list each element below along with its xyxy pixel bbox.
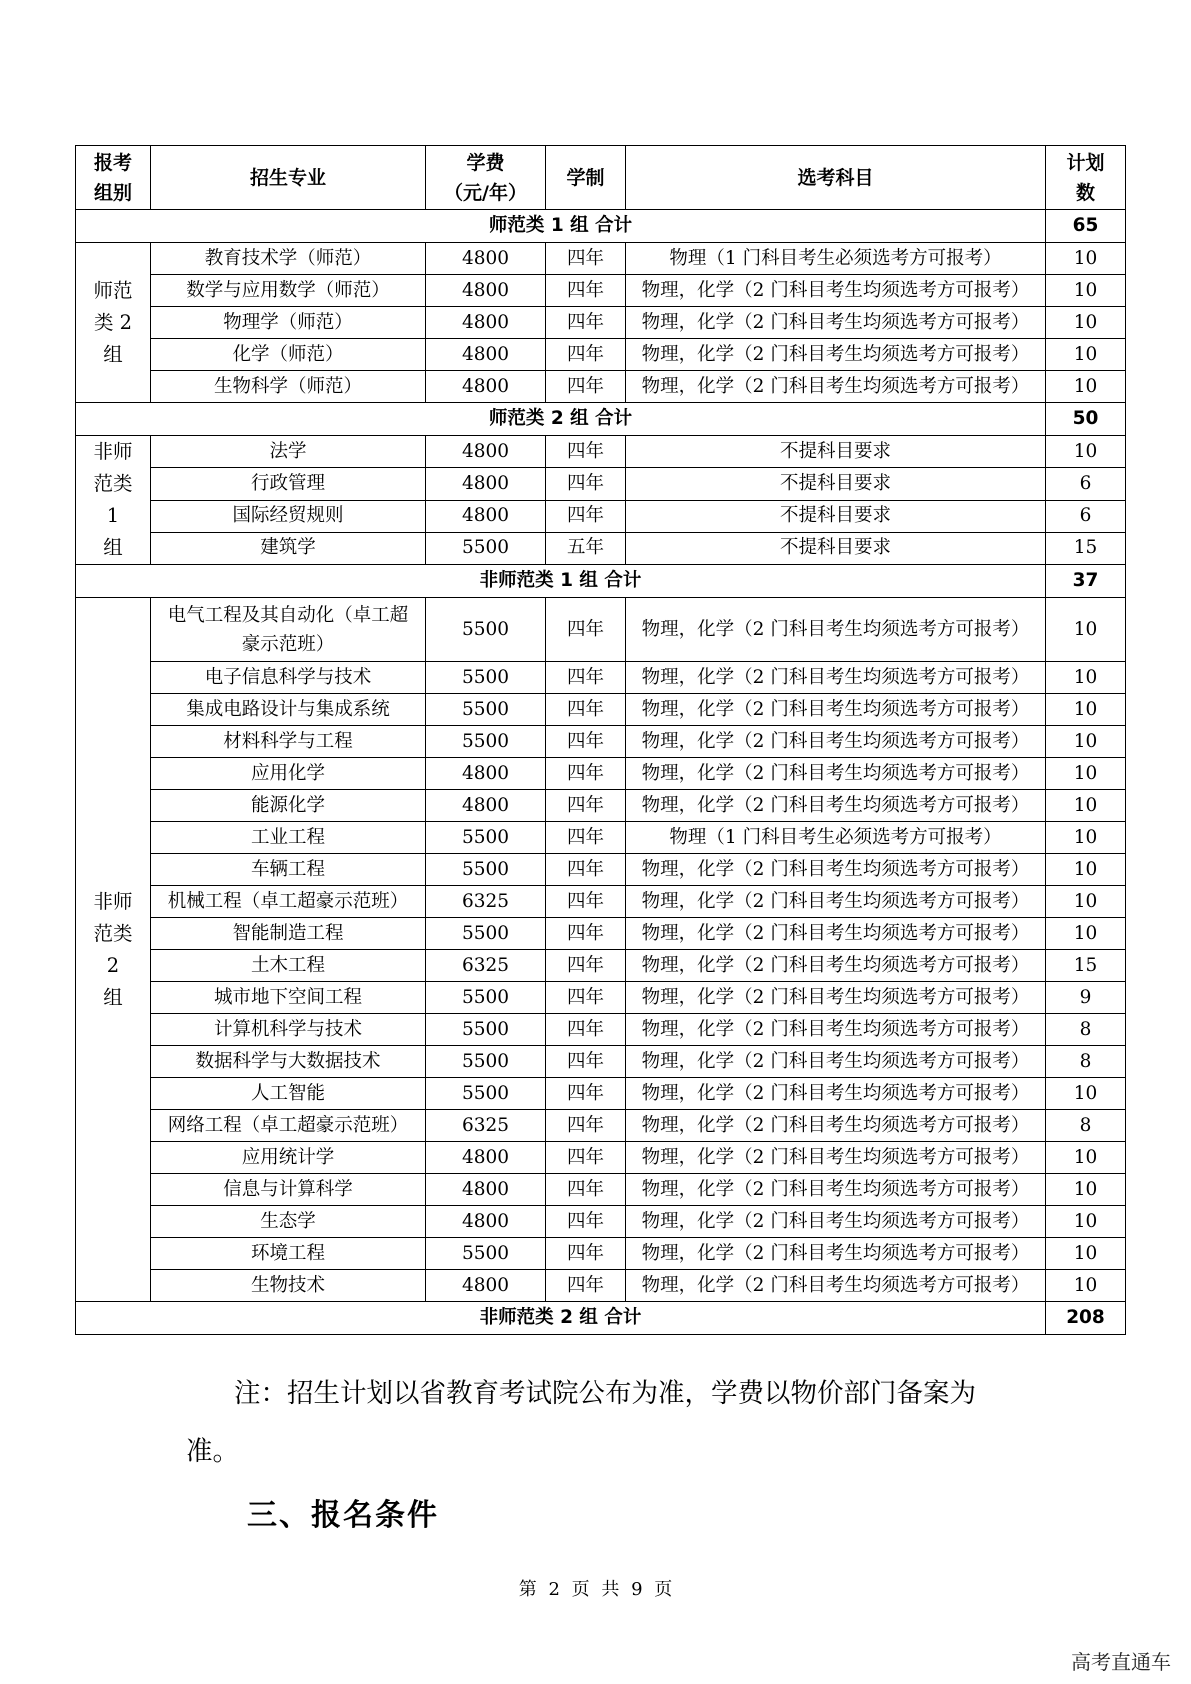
cell-major: 教育技术学（师范） <box>151 243 426 275</box>
cell-tuition: 5500 <box>426 598 546 662</box>
cell-subjects: 物理，化学（2 门科目考生均须选考方可报考） <box>626 339 1046 371</box>
cell-major: 法学 <box>151 436 426 468</box>
cell-subjects: 物理，化学（2 门科目考生均须选考方可报考） <box>626 1014 1046 1046</box>
cell-subjects: 物理，化学（2 门科目考生均须选考方可报考） <box>626 1110 1046 1142</box>
cell-duration: 四年 <box>546 822 626 854</box>
cell-plan: 10 <box>1046 275 1126 307</box>
cell-plan: 8 <box>1046 1110 1126 1142</box>
cell-subjects: 物理，化学（2 门科目考生均须选考方可报考） <box>626 918 1046 950</box>
cell-major: 机械工程（卓工超豪示范班） <box>151 886 426 918</box>
cell-tuition: 5500 <box>426 1078 546 1110</box>
cell-plan: 9 <box>1046 982 1126 1014</box>
subtotal-label: 非师范类 1 组 合计 <box>76 565 1046 598</box>
table-row <box>76 468 1126 500</box>
cell-plan: 10 <box>1046 1174 1126 1206</box>
group-label-line: 范类 1 <box>93 472 133 527</box>
cell-plan: 10 <box>1046 1142 1126 1174</box>
cell-major: 土木工程 <box>151 950 426 982</box>
group-label-line: 范类 2 <box>93 921 133 977</box>
table-row <box>76 1206 1126 1238</box>
group-label <box>76 243 151 403</box>
cell-plan: 10 <box>1046 886 1126 918</box>
table-row <box>76 950 1126 982</box>
cell-plan: 10 <box>1046 854 1126 886</box>
table-row <box>76 1270 1126 1302</box>
header-duration: 学制 <box>546 146 626 210</box>
admission-plan-table <box>75 145 1126 1335</box>
cell-major: 国际经贸规则 <box>151 500 426 532</box>
cell-major: 电气工程及其自动化（卓工超豪示范班） <box>151 598 426 662</box>
cell-plan: 10 <box>1046 918 1126 950</box>
cell-tuition: 4800 <box>426 1142 546 1174</box>
table-row <box>76 532 1126 564</box>
cell-tuition: 5500 <box>426 1046 546 1078</box>
cell-subjects: 物理，化学（2 门科目考生均须选考方可报考） <box>626 726 1046 758</box>
cell-subjects: 物理，化学（2 门科目考生均须选考方可报考） <box>626 662 1046 694</box>
cell-major: 工业工程 <box>151 822 426 854</box>
table-row <box>76 1238 1126 1270</box>
cell-tuition: 4800 <box>426 243 546 275</box>
cell-duration: 四年 <box>546 500 626 532</box>
footer-page-label: 第 <box>518 1579 537 1600</box>
cell-tuition: 4800 <box>426 436 546 468</box>
cell-subjects: 物理，化学（2 门科目考生均须选考方可报考） <box>626 1046 1046 1078</box>
cell-plan: 10 <box>1046 1078 1126 1110</box>
table-row <box>76 694 1126 726</box>
cell-duration: 四年 <box>546 726 626 758</box>
cell-subjects: 物理，化学（2 门科目考生均须选考方可报考） <box>626 950 1046 982</box>
cell-duration: 四年 <box>546 1142 626 1174</box>
cell-duration: 四年 <box>546 1174 626 1206</box>
cell-subjects: 物理（1 门科目考生必须选考方可报考） <box>626 822 1046 854</box>
subtotal-count: 50 <box>1046 403 1126 436</box>
cell-tuition: 4800 <box>426 1174 546 1206</box>
header-subjects: 选考科目 <box>626 146 1046 210</box>
cell-major: 应用化学 <box>151 758 426 790</box>
cell-duration: 四年 <box>546 790 626 822</box>
cell-duration: 四年 <box>546 1078 626 1110</box>
header-tuition-line2: （元/年） <box>444 181 527 204</box>
cell-subjects: 物理，化学（2 门科目考生均须选考方可报考） <box>626 1078 1046 1110</box>
cell-plan: 10 <box>1046 371 1126 403</box>
cell-plan: 10 <box>1046 243 1126 275</box>
note-paragraph <box>186 1365 1046 1481</box>
cell-major: 建筑学 <box>151 532 426 564</box>
cell-duration: 四年 <box>546 1206 626 1238</box>
group-label <box>76 436 151 565</box>
header-tuition <box>426 146 546 210</box>
cell-duration: 四年 <box>546 1110 626 1142</box>
subtotal-row <box>76 565 1126 598</box>
header-plan-line1: 计划 <box>1066 151 1105 174</box>
cell-duration: 四年 <box>546 1270 626 1302</box>
cell-duration: 四年 <box>546 918 626 950</box>
cell-plan: 8 <box>1046 1014 1126 1046</box>
cell-major: 城市地下空间工程 <box>151 982 426 1014</box>
cell-subjects: 不提科目要求 <box>626 532 1046 564</box>
footer-total-pages: 9 <box>631 1579 643 1600</box>
header-plan-line2: 数 <box>1075 181 1095 204</box>
cell-major: 网络工程（卓工超豪示范班） <box>151 1110 426 1142</box>
cell-duration: 四年 <box>546 598 626 662</box>
cell-plan: 10 <box>1046 1238 1126 1270</box>
cell-subjects: 物理，化学（2 门科目考生均须选考方可报考） <box>626 1270 1046 1302</box>
cell-duration: 四年 <box>546 468 626 500</box>
cell-plan: 10 <box>1046 726 1126 758</box>
cell-major: 电子信息科学与技术 <box>151 662 426 694</box>
cell-major: 生物技术 <box>151 1270 426 1302</box>
cell-tuition: 6325 <box>426 950 546 982</box>
cell-major: 能源化学 <box>151 790 426 822</box>
cell-subjects: 物理，化学（2 门科目考生均须选考方可报考） <box>626 886 1046 918</box>
cell-subjects: 不提科目要求 <box>626 436 1046 468</box>
cell-major: 数学与应用数学（师范） <box>151 275 426 307</box>
cell-tuition: 4800 <box>426 790 546 822</box>
group-label-line: 组 <box>103 536 123 559</box>
cell-duration: 五年 <box>546 532 626 564</box>
table-row <box>76 1142 1126 1174</box>
table-row <box>76 307 1126 339</box>
cell-major: 集成电路设计与集成系统 <box>151 694 426 726</box>
cell-tuition: 4800 <box>426 339 546 371</box>
cell-duration: 四年 <box>546 307 626 339</box>
cell-subjects: 不提科目要求 <box>626 468 1046 500</box>
cell-plan: 10 <box>1046 790 1126 822</box>
cell-plan: 10 <box>1046 339 1126 371</box>
cell-tuition: 5500 <box>426 918 546 950</box>
table-row <box>76 1174 1126 1206</box>
cell-plan: 10 <box>1046 598 1126 662</box>
note-line-1: 注：招生计划以省教育考试院公布为准，学费以物价部门备案为 <box>234 1378 976 1409</box>
subtotal-row <box>76 1302 1126 1335</box>
table-row <box>76 1046 1126 1078</box>
cell-plan: 8 <box>1046 1046 1126 1078</box>
group-label <box>76 598 151 1302</box>
watermark: 高考直通车 <box>1071 1650 1171 1674</box>
footer-total-unit: 页 <box>654 1579 673 1600</box>
table-row <box>76 275 1126 307</box>
cell-plan: 10 <box>1046 1206 1126 1238</box>
cell-duration: 四年 <box>546 339 626 371</box>
cell-major: 物理学（师范） <box>151 307 426 339</box>
table-row <box>76 500 1126 532</box>
cell-duration: 四年 <box>546 758 626 790</box>
cell-major: 数据科学与大数据技术 <box>151 1046 426 1078</box>
cell-subjects: 物理，化学（2 门科目考生均须选考方可报考） <box>626 307 1046 339</box>
cell-plan: 15 <box>1046 950 1126 982</box>
cell-major: 环境工程 <box>151 1238 426 1270</box>
group-label-line: 组 <box>103 342 123 366</box>
cell-tuition: 5500 <box>426 982 546 1014</box>
subtotal-count: 37 <box>1046 565 1126 598</box>
cell-plan: 10 <box>1046 662 1126 694</box>
cell-tuition: 5500 <box>426 694 546 726</box>
cell-subjects: 物理，化学（2 门科目考生均须选考方可报考） <box>626 1206 1046 1238</box>
cell-tuition: 5500 <box>426 662 546 694</box>
table-row <box>76 790 1126 822</box>
header-major: 招生专业 <box>151 146 426 210</box>
cell-tuition: 6325 <box>426 1110 546 1142</box>
cell-subjects: 物理，化学（2 门科目考生均须选考方可报考） <box>626 1142 1046 1174</box>
cell-major: 车辆工程 <box>151 854 426 886</box>
table-row <box>76 598 1126 662</box>
cell-tuition: 5500 <box>426 854 546 886</box>
subtotal-label: 师范类 1 组 合计 <box>76 210 1046 243</box>
cell-duration: 四年 <box>546 694 626 726</box>
cell-tuition: 4800 <box>426 1206 546 1238</box>
table-row <box>76 339 1126 371</box>
group-label-line: 非师 <box>93 440 133 463</box>
cell-duration: 四年 <box>546 950 626 982</box>
cell-tuition: 6325 <box>426 886 546 918</box>
cell-plan: 6 <box>1046 468 1126 500</box>
cell-major: 人工智能 <box>151 1078 426 1110</box>
header-group-line1: 报考 <box>93 151 132 174</box>
cell-major: 计算机科学与技术 <box>151 1014 426 1046</box>
table-row <box>76 436 1126 468</box>
subtotal-label: 非师范类 2 组 合计 <box>76 1302 1046 1335</box>
cell-major: 材料科学与工程 <box>151 726 426 758</box>
cell-subjects: 物理（1 门科目考生必须选考方可报考） <box>626 243 1046 275</box>
note-line-2: 准。 <box>186 1436 239 1467</box>
cell-duration: 四年 <box>546 243 626 275</box>
cell-duration: 四年 <box>546 854 626 886</box>
subtotal-label: 师范类 2 组 合计 <box>76 403 1046 436</box>
cell-tuition: 4800 <box>426 275 546 307</box>
cell-tuition: 5500 <box>426 1238 546 1270</box>
cell-duration: 四年 <box>546 662 626 694</box>
section-heading: 三、报名条件 <box>247 1498 439 1533</box>
table-header-row <box>76 146 1126 210</box>
cell-plan: 10 <box>1046 694 1126 726</box>
table-row <box>76 1110 1126 1142</box>
footer-page-unit: 页 <box>571 1579 590 1600</box>
group-label-line: 组 <box>103 985 123 1009</box>
table-row <box>76 758 1126 790</box>
subtotal-count: 208 <box>1046 1302 1126 1335</box>
cell-duration: 四年 <box>546 275 626 307</box>
cell-major: 行政管理 <box>151 468 426 500</box>
cell-duration: 四年 <box>546 982 626 1014</box>
cell-tuition: 4800 <box>426 371 546 403</box>
header-group <box>76 146 151 210</box>
cell-plan: 10 <box>1046 436 1126 468</box>
cell-major: 信息与计算科学 <box>151 1174 426 1206</box>
cell-duration: 四年 <box>546 1014 626 1046</box>
cell-subjects: 物理，化学（2 门科目考生均须选考方可报考） <box>626 598 1046 662</box>
subtotal-row <box>76 210 1126 243</box>
cell-tuition: 4800 <box>426 1270 546 1302</box>
cell-tuition: 4800 <box>426 468 546 500</box>
cell-tuition: 5500 <box>426 726 546 758</box>
group-label-line: 类 2 <box>93 310 133 334</box>
table-row <box>76 854 1126 886</box>
cell-tuition: 4800 <box>426 758 546 790</box>
header-plan <box>1046 146 1126 210</box>
cell-subjects: 物理，化学（2 门科目考生均须选考方可报考） <box>626 854 1046 886</box>
cell-subjects: 物理，化学（2 门科目考生均须选考方可报考） <box>626 371 1046 403</box>
table-row <box>76 662 1126 694</box>
cell-subjects: 不提科目要求 <box>626 500 1046 532</box>
table-row <box>76 726 1126 758</box>
subtotal-row <box>76 403 1126 436</box>
cell-major: 化学（师范） <box>151 339 426 371</box>
cell-major: 智能制造工程 <box>151 918 426 950</box>
cell-duration: 四年 <box>546 886 626 918</box>
cell-tuition: 4800 <box>426 500 546 532</box>
cell-plan: 10 <box>1046 307 1126 339</box>
subtotal-count: 65 <box>1046 210 1126 243</box>
cell-major: 生态学 <box>151 1206 426 1238</box>
cell-major: 生物科学（师范） <box>151 371 426 403</box>
cell-plan: 10 <box>1046 1270 1126 1302</box>
cell-subjects: 物理，化学（2 门科目考生均须选考方可报考） <box>626 1174 1046 1206</box>
page-footer <box>0 1575 1191 1601</box>
table-row <box>76 886 1126 918</box>
cell-tuition: 5500 <box>426 1014 546 1046</box>
cell-tuition: 5500 <box>426 532 546 564</box>
cell-plan: 10 <box>1046 822 1126 854</box>
cell-subjects: 物理，化学（2 门科目考生均须选考方可报考） <box>626 694 1046 726</box>
header-tuition-line1: 学费 <box>466 151 505 174</box>
cell-tuition: 4800 <box>426 307 546 339</box>
table-row <box>76 243 1126 275</box>
group-label-line: 非师 <box>93 889 133 913</box>
cell-subjects: 物理，化学（2 门科目考生均须选考方可报考） <box>626 275 1046 307</box>
cell-plan: 15 <box>1046 532 1126 564</box>
table-row <box>76 918 1126 950</box>
table-row <box>76 1078 1126 1110</box>
footer-current-page: 2 <box>548 1579 560 1600</box>
cell-plan: 6 <box>1046 500 1126 532</box>
cell-subjects: 物理，化学（2 门科目考生均须选考方可报考） <box>626 790 1046 822</box>
table-row <box>76 822 1126 854</box>
group-label-line: 师范 <box>93 278 133 302</box>
cell-subjects: 物理，化学（2 门科目考生均须选考方可报考） <box>626 982 1046 1014</box>
footer-total-label: 共 <box>601 1579 620 1600</box>
table-row <box>76 1014 1126 1046</box>
cell-major: 应用统计学 <box>151 1142 426 1174</box>
cell-plan: 10 <box>1046 758 1126 790</box>
cell-duration: 四年 <box>546 436 626 468</box>
cell-duration: 四年 <box>546 1238 626 1270</box>
cell-duration: 四年 <box>546 371 626 403</box>
cell-subjects: 物理，化学（2 门科目考生均须选考方可报考） <box>626 1238 1046 1270</box>
table-row <box>76 982 1126 1014</box>
cell-subjects: 物理，化学（2 门科目考生均须选考方可报考） <box>626 758 1046 790</box>
cell-duration: 四年 <box>546 1046 626 1078</box>
table-row <box>76 371 1126 403</box>
header-group-line2: 组别 <box>93 181 132 204</box>
cell-tuition: 5500 <box>426 822 546 854</box>
